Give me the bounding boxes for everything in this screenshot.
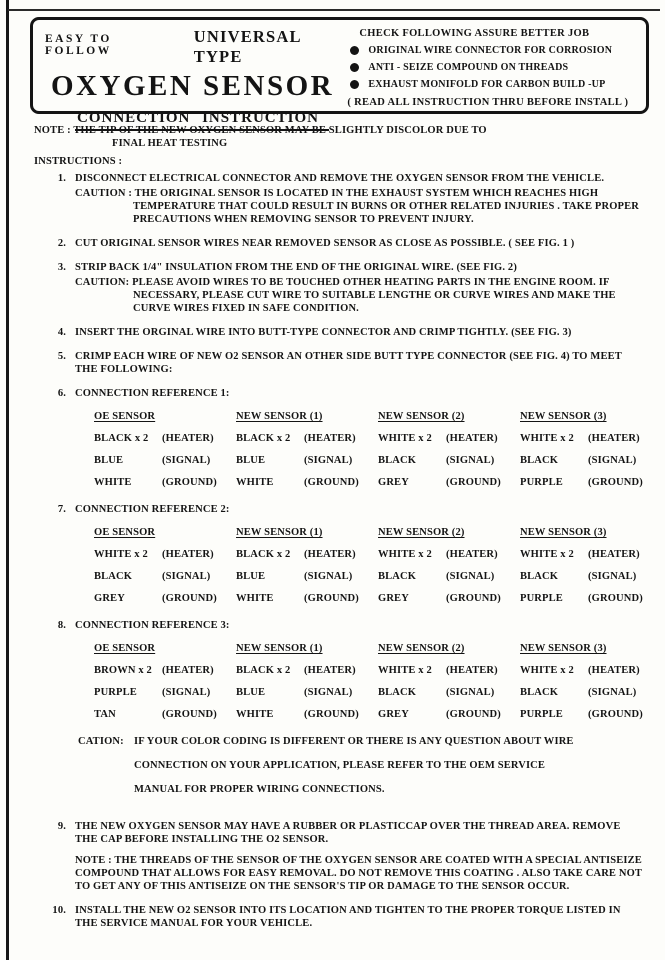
checklist-item xyxy=(347,79,638,90)
step-number: 6. xyxy=(57,388,66,399)
header-box xyxy=(30,17,649,126)
connection-table-1 xyxy=(94,410,645,489)
table-header-cell: NEW SENSOR (3) xyxy=(520,643,607,654)
wire-color: BLUE xyxy=(236,687,266,698)
wire-role: (GROUND) xyxy=(304,593,359,604)
table-cell xyxy=(520,686,645,699)
document-title: OXYGEN SENSOR xyxy=(51,70,335,102)
wire-role: (SIGNAL) xyxy=(446,455,495,466)
table-cell xyxy=(378,548,520,561)
tagline: EASY TO FOLLOW xyxy=(45,33,112,57)
wire-color: BLACK xyxy=(378,687,417,698)
wire-color: BLACK xyxy=(378,571,417,582)
wire-role: (SIGNAL) xyxy=(304,687,353,698)
cation-line-2: CONNECTION ON YOUR APPLICATION, PLEASE REFER TO THE OEM SERVICE xyxy=(134,760,546,771)
wire-color: WHITE x 2 xyxy=(378,433,432,444)
checklist-text: ORIGINAL WIRE CONNECTOR FOR CORROSION xyxy=(368,45,613,56)
wire-role: (GROUND) xyxy=(446,477,501,488)
wire-role: (SIGNAL) xyxy=(162,571,211,582)
wire-role: (HEATER) xyxy=(446,549,498,560)
wire-role: (SIGNAL) xyxy=(304,455,353,466)
wire-role: (SIGNAL) xyxy=(304,571,353,582)
step-number: 2. xyxy=(57,238,66,249)
bullet-icon xyxy=(350,46,359,55)
step-text: INSERT THE ORGINAL WIRE INTO BUTT-TYPE CONNECTOR AND CRIMP TIGHTLY. (SEE FIG. 3) xyxy=(75,327,572,338)
step-text: CRIMP EACH WIRE OF NEW O2 SENSOR AN OTHER SIDE BUTT TYPE CONNECTOR (SEE FIG. 4) TO MEET THE FOLLOWING: xyxy=(75,351,622,375)
wire-role: (HEATER) xyxy=(446,665,498,676)
table-header-cell: NEW SENSOR (2) xyxy=(378,527,465,538)
table-cell xyxy=(236,570,378,583)
wire-color: PURPLE xyxy=(94,687,137,698)
wire-color: BLUE xyxy=(236,571,266,582)
checklist-item xyxy=(347,45,638,56)
wire-role: (GROUND) xyxy=(304,477,359,488)
wire-color: GREY xyxy=(378,593,409,604)
wire-color: GREY xyxy=(94,593,125,604)
table-cell xyxy=(236,592,378,605)
cation-line-3: MANUAL FOR PROPER WIRING CONNECTIONS. xyxy=(134,784,385,795)
step-number: 4. xyxy=(57,327,66,338)
table-row xyxy=(94,454,645,467)
read-all-note: ( READ ALL INSTRUCTION THRU BEFORE INSTALL ) xyxy=(347,97,629,108)
table-cell xyxy=(378,454,520,467)
table-header-row xyxy=(94,410,645,423)
step-9 xyxy=(42,820,645,893)
table-cell xyxy=(520,708,645,721)
wire-role: (HEATER) xyxy=(588,549,640,560)
table-cell xyxy=(378,432,520,445)
table-cell xyxy=(236,548,378,561)
connection-table-2 xyxy=(94,526,645,605)
wire-color: WHITE x 2 xyxy=(520,549,574,560)
step-number: 3. xyxy=(57,262,66,273)
table-cell xyxy=(520,592,645,605)
wire-role: (GROUND) xyxy=(446,709,501,720)
wire-color: WHITE x 2 xyxy=(94,549,148,560)
wire-role: (HEATER) xyxy=(304,665,356,676)
reference-title: CONNECTION REFERENCE 3: xyxy=(75,620,230,631)
table-cell xyxy=(520,454,645,467)
wire-role: (HEATER) xyxy=(588,433,640,444)
table-header-cell: OE SENSOR xyxy=(94,527,156,538)
wire-role: (HEATER) xyxy=(446,433,498,444)
wire-color: PURPLE xyxy=(520,709,563,720)
table-cell xyxy=(236,664,378,677)
table-header-cell: NEW SENSOR (3) xyxy=(520,527,607,538)
table-header-cell: NEW SENSOR (1) xyxy=(236,643,323,654)
table-cell xyxy=(94,570,236,583)
table-cell xyxy=(520,476,645,489)
cation-line-1: IF YOUR COLOR CODING IS DIFFERENT OR THERE IS ANY QUESTION ABOUT WIRE xyxy=(134,736,574,747)
wire-role: (SIGNAL) xyxy=(446,571,495,582)
wire-role: (GROUND) xyxy=(304,709,359,720)
table-row xyxy=(94,570,645,583)
wire-role: (HEATER) xyxy=(304,549,356,560)
step-text: CUT ORIGINAL SENSOR WIRES NEAR REMOVED SENSOR AS CLOSE AS POSSIBLE. ( SEE FIG. 1 ) xyxy=(75,238,575,249)
table-cell xyxy=(94,708,236,721)
scan-edge-left xyxy=(6,0,9,960)
wire-role: (GROUND) xyxy=(588,709,643,720)
table-header-cell: OE SENSOR xyxy=(94,643,156,654)
wire-role: (HEATER) xyxy=(304,433,356,444)
table-cell xyxy=(378,592,520,605)
wire-color: WHITE xyxy=(94,477,132,488)
wire-color: BLACK x 2 xyxy=(236,433,291,444)
table-cell xyxy=(378,708,520,721)
note-line-2: FINAL HEAT TESTING xyxy=(112,138,228,149)
table-row xyxy=(94,432,645,445)
wire-color: BLACK xyxy=(378,455,417,466)
wire-color: BLUE xyxy=(236,455,266,466)
wire-role: (HEATER) xyxy=(162,433,214,444)
table-header-cell: NEW SENSOR (1) xyxy=(236,527,323,538)
table-cell xyxy=(236,454,378,467)
table-row xyxy=(94,686,645,699)
table-cell xyxy=(236,708,378,721)
wire-color: WHITE xyxy=(236,709,274,720)
wire-color: WHITE xyxy=(236,593,274,604)
document-body xyxy=(0,121,665,930)
step-number: 1. xyxy=(57,173,66,184)
wire-color: BROWN x 2 xyxy=(94,665,152,676)
universal-type-label: UNIVERSAL TYPE xyxy=(193,27,301,66)
document-subtitle: CONNECTION INSTRUCTION xyxy=(75,110,329,131)
wire-role: (GROUND) xyxy=(446,593,501,604)
table-cell xyxy=(520,548,645,561)
table-cell xyxy=(378,664,520,677)
checklist-text: ANTI - SEIZE COMPOUND ON THREADS xyxy=(368,62,569,73)
step-4 xyxy=(42,326,645,339)
cation-block xyxy=(78,735,645,807)
table-row xyxy=(94,708,645,721)
checklist-text: EXHAUST MONIFOLD FOR CARBON BUILD -UP xyxy=(368,79,606,90)
table-row xyxy=(94,476,645,489)
wire-color: PURPLE xyxy=(520,477,563,488)
wire-role: (HEATER) xyxy=(162,665,214,676)
step-number: 10. xyxy=(52,905,66,916)
table-cell xyxy=(94,454,236,467)
wire-color: PURPLE xyxy=(520,593,563,604)
step-3 xyxy=(42,261,645,315)
step-6 xyxy=(42,387,645,400)
wire-color: WHITE x 2 xyxy=(520,433,574,444)
table-header-cell: NEW SENSOR (1) xyxy=(236,411,323,422)
table-cell xyxy=(520,432,645,445)
wire-role: (SIGNAL) xyxy=(162,687,211,698)
wire-color: BLACK x 2 xyxy=(94,433,149,444)
caution-text: THE ORIGINAL SENSOR IS LOCATED IN THE EXHAUST SYSTEM WHICH REACHES HIGH TEMPERATURE THAT COULD RESULT IN BURNS OR OTHER RELATED INJURIES . TAKE PROPER PRECAUTIONS WHEN REMOVING SENSOR TO PREVENT INJURY. xyxy=(133,188,639,225)
wire-color: BLACK x 2 xyxy=(236,549,291,560)
table-row xyxy=(94,664,645,677)
wire-role: (SIGNAL) xyxy=(588,455,637,466)
step-10 xyxy=(42,904,645,930)
table-cell xyxy=(520,570,645,583)
step-text: INSTALL THE NEW O2 SENSOR INTO ITS LOCATION AND TIGHTEN TO THE PROPER TORQUE LISTED IN THE SERVICE MANUAL FOR YOUR VEHICLE. xyxy=(75,905,621,929)
wire-role: (SIGNAL) xyxy=(588,687,637,698)
step-text: STRIP BACK 1/4" INSULATION FROM THE END OF THE ORIGINAL WIRE. (SEE FIG. 2) xyxy=(75,262,517,273)
step-number: 8. xyxy=(57,620,66,631)
table-header-cell: NEW SENSOR (2) xyxy=(378,643,465,654)
wire-color: TAN xyxy=(94,709,116,720)
top-note xyxy=(34,124,645,150)
table-cell xyxy=(520,664,645,677)
table-cell xyxy=(236,686,378,699)
wire-color: BLACK x 2 xyxy=(236,665,291,676)
bullet-icon xyxy=(350,80,359,89)
wire-role: (GROUND) xyxy=(162,709,217,720)
step-number: 9. xyxy=(57,821,66,832)
reference-title: CONNECTION REFERENCE 2: xyxy=(75,504,230,515)
connection-table-3 xyxy=(94,642,645,721)
step-number: 7. xyxy=(57,504,66,515)
step-8 xyxy=(42,619,645,632)
note-line-1: NOTE : THE TIP OF THE NEW OXYGEN SENSOR MAY BE SLIGHTLY DISCOLOR DUE TO xyxy=(34,125,487,136)
step-9-note: NOTE : THE THREADS OF THE SENSOR OF THE OXYGEN SENSOR ARE COATED WITH A SPECIAL ANTISEIZE COMPOUND THAT ALLOWS FOR EASY REMOVAL. DO NOT REMOVE THIS COATING . ALSO TAKE CARE NOT TO GET ANY OF THIS ANTISEIZE ON THE SENSOR'S TIP OR DAMAGE TO THE SENSOR OCCUR. xyxy=(75,855,642,892)
wire-color: BLACK xyxy=(520,571,559,582)
table-cell xyxy=(236,432,378,445)
wire-color: WHITE xyxy=(236,477,274,488)
checklist-item xyxy=(347,62,638,73)
wire-role: (SIGNAL) xyxy=(588,571,637,582)
table-cell xyxy=(378,686,520,699)
caution-text: PLEASE AVOID WIRES TO BE TOUCHED OTHER HEATING PARTS IN THE ENGINE ROOM. IF NECESSARY, PLEASE CUT WIRE TO SUITABLE LENGTHE OR CURVE WIRES AND MAKE THE CURVE WIRES FIXED IN SAFE CONDITION. xyxy=(132,277,616,314)
wire-color: BLACK xyxy=(94,571,133,582)
step-7 xyxy=(42,503,645,516)
table-cell xyxy=(94,664,236,677)
header-right xyxy=(347,27,638,106)
bullet-icon xyxy=(350,63,359,72)
table-cell xyxy=(94,686,236,699)
wire-role: (GROUND) xyxy=(162,593,217,604)
table-cell xyxy=(236,476,378,489)
step-5 xyxy=(42,350,645,376)
scan-edge-top xyxy=(8,9,660,11)
table-header-cell: NEW SENSOR (3) xyxy=(520,411,607,422)
wire-role: (GROUND) xyxy=(588,593,643,604)
table-cell xyxy=(94,548,236,561)
wire-role: (SIGNAL) xyxy=(446,687,495,698)
header-left xyxy=(45,27,347,126)
step-1 xyxy=(42,172,645,226)
wire-color: WHITE x 2 xyxy=(378,549,432,560)
table-row xyxy=(94,548,645,561)
wire-color: GREY xyxy=(378,477,409,488)
step-2 xyxy=(42,237,645,250)
caution-block xyxy=(75,276,645,315)
table-cell xyxy=(94,432,236,445)
wire-role: (HEATER) xyxy=(162,549,214,560)
step-text: DISCONNECT ELECTRICAL CONNECTOR AND REMOVE THE OXYGEN SENSOR FROM THE VEHICLE. xyxy=(75,173,605,184)
caution-label: CAUTION : xyxy=(75,188,133,199)
wire-role: (GROUND) xyxy=(162,477,217,488)
table-cell xyxy=(94,476,236,489)
wire-color: BLACK xyxy=(520,455,559,466)
caution-block xyxy=(75,187,645,226)
table-header-row xyxy=(94,526,645,539)
table-header-cell: NEW SENSOR (2) xyxy=(378,411,465,422)
wire-role: (SIGNAL) xyxy=(162,455,211,466)
table-row xyxy=(94,592,645,605)
wire-role: (GROUND) xyxy=(588,477,643,488)
cation-label: CATION: xyxy=(78,736,124,747)
table-cell xyxy=(94,592,236,605)
wire-color: GREY xyxy=(378,709,409,720)
check-heading: CHECK FOLLOWING ASSURE BETTER JOB xyxy=(359,28,590,39)
wire-color: WHITE x 2 xyxy=(378,665,432,676)
caution-label: CAUTION: xyxy=(75,277,130,288)
wire-role: (HEATER) xyxy=(588,665,640,676)
table-cell xyxy=(378,570,520,583)
table-header-cell: OE SENSOR xyxy=(94,411,156,422)
reference-title: CONNECTION REFERENCE 1: xyxy=(75,388,230,399)
step-text: THE NEW OXYGEN SENSOR MAY HAVE A RUBBER OR PLASTICCAP OVER THE THREAD AREA. REMOVE THE CAP BEFORE INSTALLING THE O2 SENSOR. xyxy=(75,821,621,845)
wire-color: BLACK xyxy=(520,687,559,698)
table-header-row xyxy=(94,642,645,655)
wire-color: BLUE xyxy=(94,455,124,466)
instructions-label: INSTRUCTIONS : xyxy=(34,156,123,167)
table-cell xyxy=(378,476,520,489)
step-number: 5. xyxy=(57,351,66,362)
wire-color: WHITE x 2 xyxy=(520,665,574,676)
